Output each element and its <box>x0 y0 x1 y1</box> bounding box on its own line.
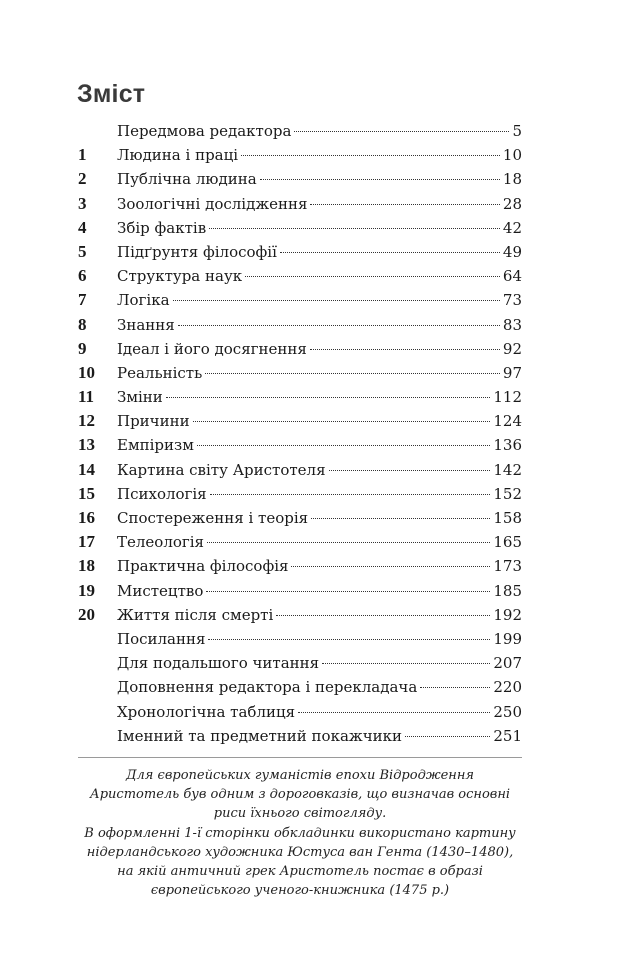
toc-page-number: 158 <box>493 509 522 527</box>
dot-leader <box>205 373 500 374</box>
toc-page-number: 250 <box>493 702 522 721</box>
toc-page-number: 64 <box>502 267 522 286</box>
toc-page-number: 42 <box>502 218 522 237</box>
toc-chapter-number: 12 <box>78 411 95 431</box>
toc-entry <box>78 119 522 143</box>
toc-entry-title: Спостереження і теорія <box>117 509 309 527</box>
dot-leader <box>298 712 490 713</box>
toc-entry <box>78 143 522 167</box>
toc-entry <box>78 409 522 433</box>
dot-leader <box>280 252 500 253</box>
toc-chapter-number: 18 <box>78 556 95 576</box>
toc-entry-title: Зміни <box>117 388 163 407</box>
toc-page-number: 28 <box>502 194 522 213</box>
toc-entry <box>78 506 522 530</box>
toc-chapter-number: 7 <box>78 290 87 310</box>
toc-entry <box>78 554 522 578</box>
toc-entry-title: Ідеал і його досягнення <box>117 339 307 358</box>
toc-entry <box>78 675 522 699</box>
dot-leader <box>178 325 500 326</box>
toc-entry <box>78 167 522 191</box>
toc-entry-title: Структура наук <box>117 267 243 286</box>
toc-entry-title: Мистецтво <box>117 581 204 600</box>
toc-entry <box>78 458 522 482</box>
toc-chapter-number: 1 <box>78 145 87 165</box>
toc-chapter-number: 3 <box>78 193 87 213</box>
toc-entry-title: Психологія <box>117 484 207 503</box>
dot-leader <box>166 397 491 398</box>
toc-page-number: 136 <box>493 436 522 455</box>
toc-entry-title: Для подальшого читання <box>117 654 320 673</box>
toc-page-number: 18 <box>502 170 522 189</box>
toc-entry-title: Логіка <box>117 291 170 310</box>
caption-line: В оформленні 1-ї сторінки обкладинки використано картину <box>84 825 516 841</box>
toc-entry-title: Передмова редактора <box>117 122 292 140</box>
toc-chapter-number: 20 <box>78 604 95 624</box>
caption-line: на якій античний грек Аристотель постає в образі <box>117 864 483 880</box>
toc-entry <box>78 579 522 603</box>
toc-page-number: 165 <box>493 533 522 552</box>
dot-leader <box>405 736 490 737</box>
toc-page-number: 152 <box>493 484 522 503</box>
toc-chapter-number: 6 <box>78 266 87 286</box>
toc-entry <box>78 288 522 312</box>
dot-leader <box>420 687 490 688</box>
toc-page-number: 192 <box>493 605 522 624</box>
toc-page-number: 10 <box>502 146 522 165</box>
caption-line: Для європейських гуманістів епохи Відродження <box>125 768 475 783</box>
dot-leader <box>260 179 500 180</box>
toc-page-number: 124 <box>493 412 522 431</box>
toc-page-number: 5 <box>512 122 522 140</box>
toc-chapter-number: 8 <box>78 314 87 334</box>
toc-page-number: 73 <box>502 291 522 310</box>
toc-page-number: 142 <box>493 460 522 479</box>
caption-line: європейського ученого-книжника (1475 р.) <box>150 883 450 899</box>
toc-chapter-number: 13 <box>78 435 95 455</box>
toc-entry <box>78 651 522 675</box>
cover-caption <box>78 766 522 900</box>
toc-entry <box>78 313 522 337</box>
toc-entry <box>78 603 522 627</box>
caption-line: нідерландського художника Юстуса ван Гента (1430–1480), <box>86 844 514 860</box>
toc-entry-title: Хронологічна таблиця <box>117 702 296 721</box>
toc-entry-title: Реальність <box>117 363 203 382</box>
caption-line: Аристотель був одним з дороговказів, що визначав основні <box>89 787 511 803</box>
toc-chapter-number: 11 <box>78 387 95 407</box>
toc-list <box>78 119 522 748</box>
toc-entry-title: Іменний та предметний покажчики <box>117 726 402 745</box>
toc-entry-title: Публічна людина <box>117 170 257 189</box>
toc-entry-title: Посилання <box>117 629 206 648</box>
toc-page-number: 97 <box>502 363 522 382</box>
toc-entry <box>78 337 522 361</box>
toc-page-number: 199 <box>493 629 522 648</box>
toc-chapter-number: 4 <box>78 217 87 237</box>
toc-entry <box>78 264 522 288</box>
toc-page-number: 92 <box>502 339 522 358</box>
dot-leader <box>310 204 499 205</box>
toc-entry <box>78 482 522 506</box>
dot-leader <box>329 470 491 471</box>
toc-entry <box>78 192 522 216</box>
dot-leader <box>210 494 491 495</box>
dot-leader <box>173 300 500 301</box>
toc-chapter-number: 5 <box>78 241 87 261</box>
toc-page-number: 251 <box>493 726 522 745</box>
toc-entry <box>78 240 522 264</box>
toc-chapter-number: 17 <box>78 532 95 552</box>
toc-entry <box>78 627 522 651</box>
toc-entry-title: Збір фактів <box>117 218 207 237</box>
toc-page-number: 207 <box>493 654 522 673</box>
toc-entry-title: Знання <box>117 315 175 334</box>
toc-page-number: 112 <box>493 388 522 407</box>
toc-chapter-number: 15 <box>78 483 95 503</box>
dot-leader <box>197 445 490 446</box>
dot-leader <box>207 542 490 543</box>
toc-entry-title: Картина світу Аристотеля <box>117 460 326 479</box>
toc-page-number: 173 <box>493 557 522 576</box>
toc-entry-title: Підґрунтя філософії <box>117 242 277 261</box>
toc-chapter-number: 19 <box>78 580 95 600</box>
toc-entry <box>78 700 522 724</box>
toc-chapter-number: 16 <box>78 508 95 527</box>
toc-chapter-number: 14 <box>78 459 95 479</box>
toc-entry <box>78 361 522 385</box>
toc-entry <box>78 724 522 748</box>
toc-entry-title: Телеологія <box>117 533 204 552</box>
toc-chapter-number: 9 <box>78 338 87 358</box>
dot-leader <box>310 349 500 350</box>
toc-page-number: 83 <box>502 315 522 334</box>
toc-title: Зміст <box>77 80 146 108</box>
dot-leader <box>294 131 509 132</box>
toc-chapter-number: 10 <box>78 362 95 382</box>
dot-leader <box>276 615 490 616</box>
dot-leader <box>245 276 500 277</box>
dot-leader <box>206 591 490 592</box>
toc-page-number: 185 <box>493 581 522 600</box>
dot-leader <box>322 663 490 664</box>
toc-entry-title: Доповнення редактора і перекладача <box>117 678 418 697</box>
toc-entry <box>78 530 522 554</box>
toc-entry-title: Причини <box>117 412 190 431</box>
dot-leader <box>193 421 491 422</box>
toc-entry <box>78 216 522 240</box>
section-divider <box>78 757 522 758</box>
toc-entry-title: Емпіризм <box>117 436 194 455</box>
toc-page-number: 220 <box>493 678 522 697</box>
toc-entry-title: Зоологічні дослідження <box>117 194 308 213</box>
toc-entry-title: Людина і праці <box>117 146 239 165</box>
dot-leader <box>291 566 490 567</box>
toc-entry-title: Практична філософія <box>117 557 289 576</box>
toc-entry <box>78 385 522 409</box>
toc-chapter-number: 2 <box>78 169 87 189</box>
toc-page-number: 49 <box>502 242 522 261</box>
dot-leader <box>208 639 490 640</box>
caption-line: риси їхнього світогляду. <box>213 806 387 822</box>
toc-entry <box>78 433 522 457</box>
dot-leader <box>241 155 500 156</box>
dot-leader <box>209 228 500 229</box>
toc-entry-title: Життя після смерті <box>117 605 274 624</box>
dot-leader <box>311 518 490 519</box>
